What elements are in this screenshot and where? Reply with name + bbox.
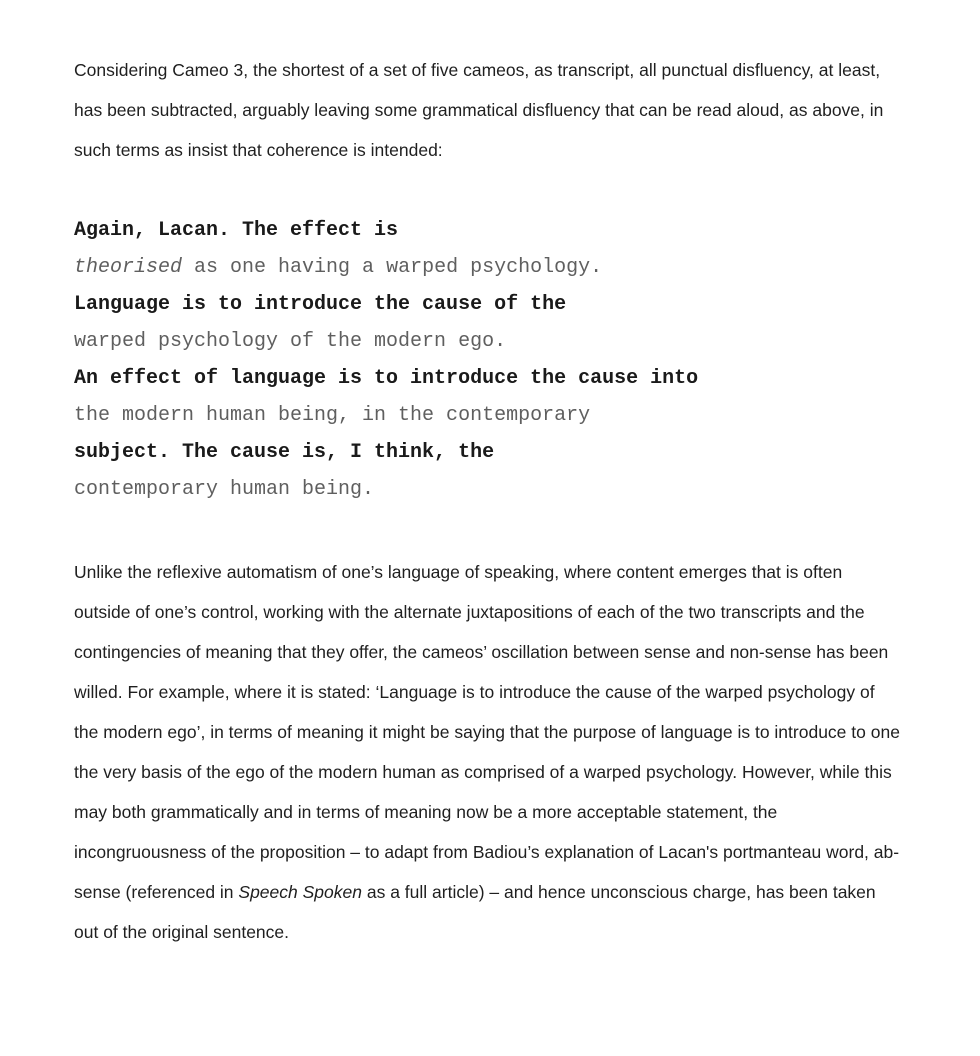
cameo-line (74, 397, 900, 434)
closing-paragraph (74, 552, 900, 952)
text-segment: Speech Spoken (238, 882, 362, 902)
cameo-line (74, 360, 900, 397)
cameo-line (74, 286, 900, 323)
text-segment: subject. The cause is, I think, the (74, 441, 495, 464)
text-segment: warped psychology of the modern ego. (74, 330, 507, 353)
cameo-line (74, 323, 900, 360)
cameo-line (74, 212, 900, 249)
text-segment: the modern human being, in the contemporary (74, 404, 591, 427)
text-segment: theorised (74, 256, 183, 279)
cameo-line (74, 471, 900, 508)
text-segment: as a full article) – and hence unconscious charge, has been taken out of the original sentence. (74, 882, 876, 942)
text-segment: as one having a warped psychology. (182, 256, 603, 279)
intro-paragraph: Considering Cameo 3, the shortest of a set of five cameos, as transcript, all punctual disfluency, at least, has been subtracted, arguably leaving some grammatical disfluency that can be read aloud, as above, in such terms as insist that coherence is intended: (74, 60, 884, 160)
text-segment: Again, Lacan. The effect is (74, 219, 399, 242)
cameo-line (74, 249, 900, 286)
text-segment: Unlike the reflexive automatism of one’s language of speaking, where content emerges that is often outside of one’s control, working with the alternate juxtapositions of each of the two transcripts and the contingencies of meaning that they offer, the cameos’ oscillation between sense and non-sense has been willed. For example, where it is stated: ‘Language is to introduce the cause of the warped psychology of the modern ego’, in terms of meaning it might be saying that the purpose of language is to introduce to one the very basis of the ego of the modern human as comprised of a warped psychology. However, while this may both grammatically and in terms of meaning now be a more acceptable statement, the incongruousness of the proposition – to adapt from Badiou’s explanation of Lacan's portmanteau word, ab-sense (referenced in (74, 562, 900, 902)
text-segment: contemporary human being. (74, 478, 375, 501)
cameo-block (74, 212, 900, 508)
cameo-line (74, 434, 900, 471)
text-segment: Language is to introduce the cause of the (74, 293, 567, 316)
text-segment: An effect of language is to introduce the cause into (74, 367, 699, 390)
